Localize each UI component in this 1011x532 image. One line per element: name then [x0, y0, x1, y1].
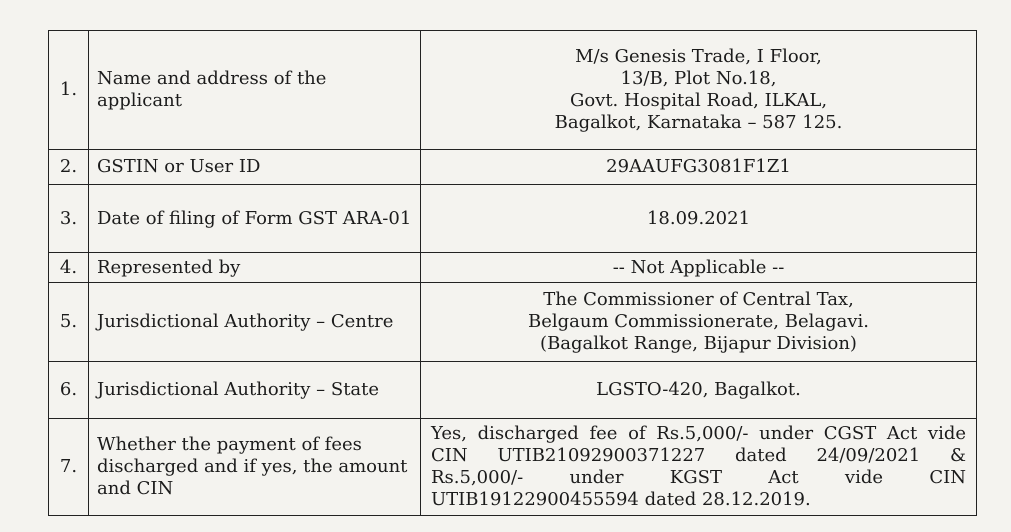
address-line: M/s Genesis Trade, I Floor, [575, 46, 822, 67]
row-label: Date of filing of Form GST ARA-01 [89, 185, 421, 253]
row-number: 7. [49, 419, 89, 516]
authority-state-text: LGSTO-420, Bagalkot. [596, 379, 801, 400]
table-row-filing-date [49, 185, 977, 253]
row-number: 3. [49, 185, 89, 253]
table-row-authority-centre [49, 283, 977, 362]
represented-by-value [421, 253, 977, 283]
authority-centre-line: (Bagalkot Range, Bijapur Division) [540, 333, 857, 354]
authority-state-value [421, 362, 977, 419]
fee-payment-value: Yes, discharged fee of Rs.5,000/- under CGST Act vide CIN UTIB21092900371227 dated 24/09/2021 & Rs.5,000/- under KGST Act vide CIN UTIB19122900455594 dated 28.12.2019. [421, 419, 977, 516]
row-number: 1. [49, 31, 89, 150]
row-number: 5. [49, 283, 89, 362]
applicant-address [421, 31, 977, 150]
address-line: 13/B, Plot No.18, [620, 68, 777, 89]
authority-centre-value [421, 283, 977, 362]
row-number: 2. [49, 150, 89, 185]
row-number: 6. [49, 362, 89, 419]
filing-date-text: 18.09.2021 [646, 207, 751, 229]
applicant-details-table [48, 30, 977, 516]
row-label: Jurisdictional Authority – Centre [89, 283, 421, 362]
filing-date-value [421, 185, 977, 253]
authority-centre-line: The Commissioner of Central Tax, [543, 289, 854, 310]
table-row-represented-by [49, 253, 977, 283]
table-row-fee-payment [49, 419, 977, 516]
applicant-details-table-wrapper [48, 30, 976, 516]
table-row-applicant [49, 31, 977, 150]
table-row-authority-state [49, 362, 977, 419]
address-line: Govt. Hospital Road, ILKAL, [569, 90, 828, 111]
address-line: Bagalkot, Karnataka – 587 125. [554, 112, 843, 133]
row-number: 4. [49, 253, 89, 283]
row-label: Whether the payment of fees discharged and if yes, the amount and CIN [89, 419, 421, 516]
row-label: Name and address of the applicant [89, 31, 421, 150]
authority-centre-line: Belgaum Commissionerate, Belagavi. [527, 311, 870, 332]
gstin-value [421, 150, 977, 185]
represented-by-text: -- Not Applicable -- [612, 256, 785, 278]
table-row-gstin [49, 150, 977, 185]
gstin-text: 29AAUFG3081F1Z1 [606, 156, 791, 177]
row-label: GSTIN or User ID [89, 150, 421, 185]
row-label: Represented by [89, 253, 421, 283]
row-label: Jurisdictional Authority – State [89, 362, 421, 419]
